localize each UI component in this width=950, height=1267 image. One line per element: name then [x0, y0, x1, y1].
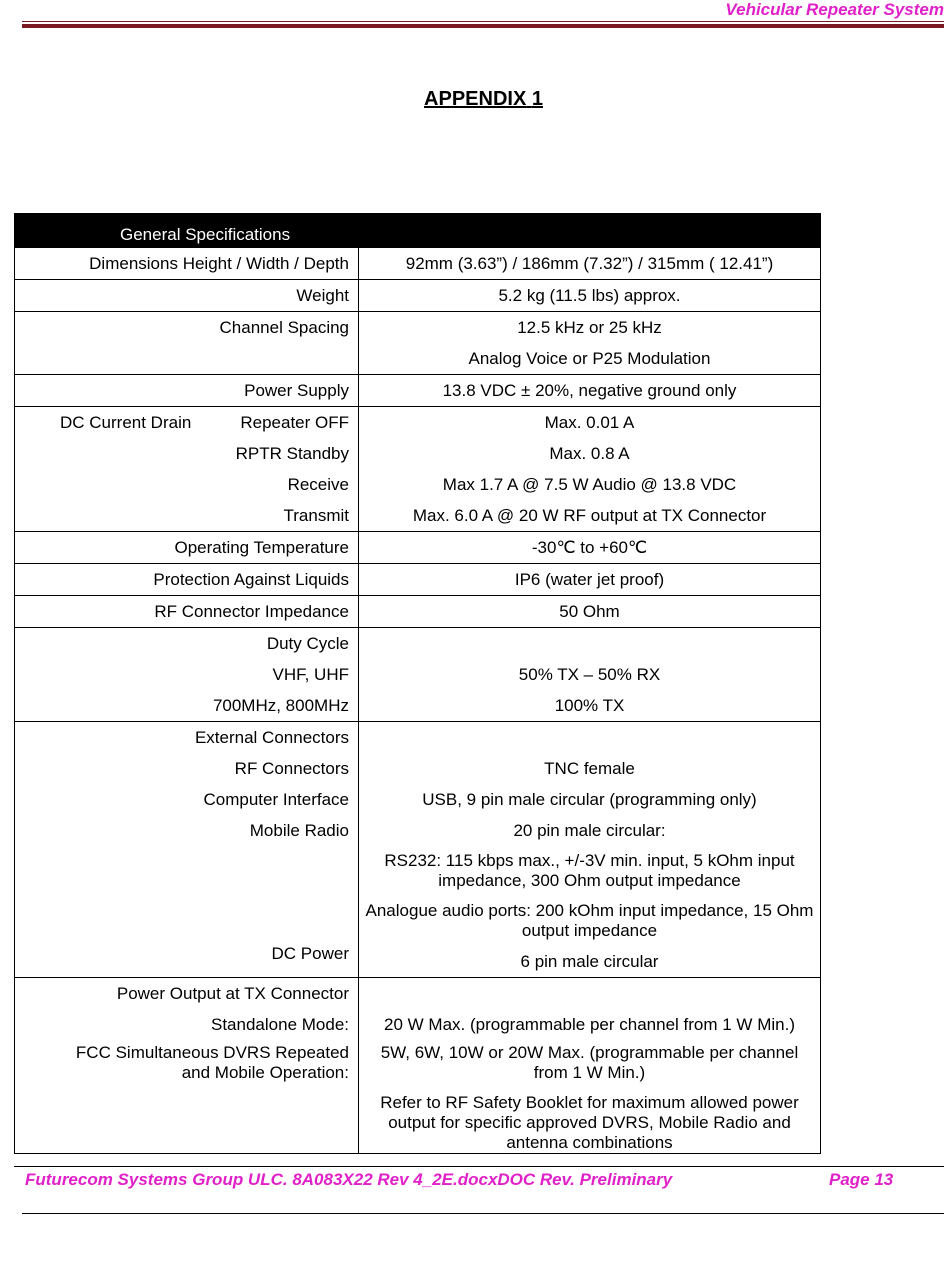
row-value-cell — [359, 375, 821, 407]
footer-rule-top — [14, 1166, 944, 1167]
page-number: Page 13 — [829, 1170, 894, 1189]
table-row — [15, 532, 821, 564]
vhf-uhf-value: 50% TX – 50% RX — [518, 665, 661, 684]
fcc-value: 5W, 6W, 10W or 20W Max. (programmable per channel from 1 W Min.) — [380, 1043, 799, 1082]
row-value-cell — [359, 312, 821, 375]
dc-power-value: 6 pin male circular — [520, 952, 659, 971]
row-label-cell — [15, 978, 359, 1154]
weight-value: 5.2 kg (11.5 lbs) approx. — [498, 286, 681, 305]
table-heading-cell — [15, 214, 821, 248]
dc-power-label: DC Power — [271, 944, 349, 963]
connectors-spacer — [15, 846, 358, 938]
rf-connectors-label: RF Connectors — [234, 759, 349, 778]
duty-cycle-label: Duty Cycle — [266, 634, 349, 653]
mhz-label: 700MHz, 800MHz — [212, 696, 349, 715]
transmit-label: Transmit — [283, 506, 349, 525]
row-label-cell — [15, 722, 359, 978]
row-value-cell — [359, 280, 821, 312]
mobile-radio-label: Mobile Radio — [249, 821, 349, 840]
fcc-label: FCC Simultaneous DVRS Repeated and Mobile Operation: — [75, 1043, 349, 1082]
liquids-label: Protection Against Liquids — [153, 570, 349, 589]
row-value-cell — [359, 978, 821, 1154]
table-heading: General Specifications — [120, 225, 291, 244]
header-rule-thin — [22, 21, 944, 22]
table-row — [15, 628, 821, 722]
table-heading-row — [15, 214, 821, 248]
rf-safety-note: Refer to RF Safety Booklet for maximum allowed power output for specific approved DVRS, Mobile Radio and antenna combinations — [380, 1093, 799, 1152]
row-value-cell — [359, 596, 821, 628]
row-label-cell — [15, 280, 359, 312]
operating-temp-value: -30℃ to +60℃ — [531, 538, 648, 557]
receive-label: Receive — [287, 475, 349, 494]
table-row — [15, 375, 821, 407]
row-value-cell — [359, 564, 821, 596]
connectors-spacer-right — [359, 722, 820, 753]
table-row — [15, 248, 821, 280]
power-output-label: Power Output at TX Connector — [116, 984, 349, 1003]
repeater-off-value: Max. 0.01 A — [544, 413, 635, 432]
table-row — [15, 312, 821, 375]
audio-ports-value: Analogue audio ports: 200 kOhm input impedance, 15 Ohm output impedance — [365, 901, 814, 940]
row-label-cell — [15, 375, 359, 407]
table-row — [15, 978, 821, 1154]
mhz-value: 100% TX — [554, 696, 625, 715]
rs232-value: RS232: 115 kbps max., +/-3V min. input, 5 kOhm input impedance, 300 Ohm output impedance — [384, 851, 795, 890]
footer-text: Futurecom Systems Group ULC. 8A083X22 Rev 4_2E.docxDOC Rev. Preliminary — [25, 1170, 673, 1189]
receive-value: Max 1.7 A @ 7.5 W Audio @ 13.8 VDC — [442, 475, 737, 494]
computer-interface-value: USB, 9 pin male circular (programming only) — [422, 790, 757, 809]
rf-impedance-value: 50 Ohm — [559, 602, 620, 621]
table-row — [15, 722, 821, 978]
modulation-value: Analog Voice or P25 Modulation — [468, 349, 711, 368]
row-label-cell — [15, 312, 359, 375]
mobile-radio-value: 20 pin male circular: — [513, 821, 666, 840]
table-row — [15, 564, 821, 596]
row-value-cell — [359, 722, 821, 978]
dc-current-line — [15, 407, 358, 438]
row-label-cell — [15, 248, 359, 280]
spec-table — [14, 213, 821, 1154]
row-label-cell — [15, 532, 359, 564]
table-row — [15, 280, 821, 312]
row-value-cell — [359, 248, 821, 280]
liquids-value: IP6 (water jet proof) — [514, 570, 665, 589]
power-supply-value: 13.8 VDC ± 20%, negative ground only — [442, 381, 737, 400]
header-title: Vehicular Repeater System — [725, 0, 944, 19]
rf-impedance-label: RF Connector Impedance — [154, 602, 349, 621]
repeater-off-label: Repeater OFF — [240, 413, 349, 432]
row-label-cell — [15, 628, 359, 722]
footer-rule-bottom — [22, 1213, 944, 1214]
standalone-label: Standalone Mode: — [211, 1015, 349, 1034]
dc-current-label: DC Current Drain — [60, 413, 192, 432]
external-connectors-label: External Connectors — [194, 728, 349, 747]
row-value-cell — [359, 628, 821, 722]
standalone-value: 20 W Max. (programmable per channel from 1 W Min.) — [384, 1015, 795, 1034]
row-label-cell — [15, 407, 359, 532]
row-value-cell — [359, 407, 821, 532]
operating-temp-label: Operating Temperature — [174, 538, 349, 557]
appendix-word: APPENDIX — [424, 88, 527, 110]
dimensions-label: Dimensions Height / Width / Depth — [89, 254, 349, 273]
rf-connectors-value: TNC female — [544, 759, 635, 778]
weight-label: Weight — [296, 286, 349, 305]
table-row — [15, 596, 821, 628]
appendix-heading — [0, 88, 950, 111]
rptr-standby-value: Max. 0.8 A — [549, 444, 630, 463]
rptr-standby-label: RPTR Standby — [235, 444, 349, 463]
computer-interface-label: Computer Interface — [203, 790, 349, 809]
header-rule-thick — [22, 24, 944, 28]
appendix-number: 1 — [531, 88, 543, 110]
channel-spacing-label: Channel Spacing — [219, 318, 349, 337]
row-label-cell — [15, 596, 359, 628]
row-label-cell — [15, 564, 359, 596]
channel-spacing-value: 12.5 kHz or 25 kHz — [517, 318, 662, 337]
vhf-uhf-label: VHF, UHF — [272, 665, 349, 684]
transmit-value: Max. 6.0 A @ 20 W RF output at TX Connector — [412, 506, 767, 525]
dimensions-value: 92mm (3.63”) / 186mm (7.32”) / 315mm ( 12.41”) — [405, 254, 774, 273]
power-output-spacer — [359, 978, 820, 1009]
row-value-cell — [359, 532, 821, 564]
power-supply-label: Power Supply — [244, 381, 349, 400]
table-row — [15, 407, 821, 532]
duty-cycle-spacer — [359, 628, 820, 659]
